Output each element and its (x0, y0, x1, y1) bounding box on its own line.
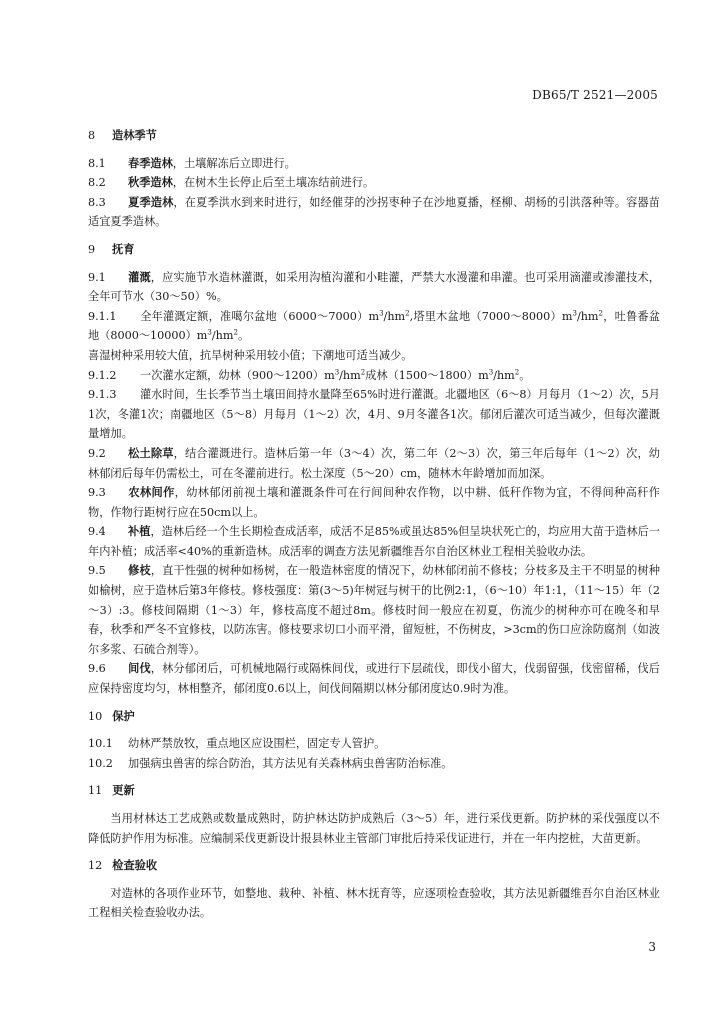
section-11-body: 当用材林达工艺成熟或数量成熟时，防护林达防护成熟后（3～5）年，进行采伐更新。防护林的采伐强度以不降低防护作用为标准。应编制采伐更新设计报县林业主管部门审批后持采伐证进行，并在一年内挖桩，大苗更新。 (88, 812, 660, 845)
section-heading-9: 9 抚育 (88, 241, 135, 256)
standard-number: DB65/T 2521—2005 (532, 88, 658, 102)
clause-9-3: 9.3 农林间作，幼林郁闭前视土壤和灌溉条件可在行间间种农作物，以中耕、低秆作物为宜，不得间种高秆作物，作物行距树行应在50cm以上。 (88, 485, 660, 519)
clause-10-2: 10.2 加强病虫兽害的综合防治，其方法见有关森林病虫兽害防治标准。 (88, 756, 453, 770)
clause-8-1: 8.1 春季造林，土壤解冻后立即进行。 (88, 155, 296, 170)
section-heading-11: 11 更新 (88, 783, 135, 798)
clause-8-3: 8.3 夏季造林，在夏季洪水到来时进行，如经催芽的沙拐枣种子在沙地夏播，柽柳、胡杨的引洪落种等。容器苗适宜夏季造林。 (88, 194, 660, 229)
section-heading-12: 12 检查验收 (88, 858, 158, 873)
clause-8-2: 8.2 秋季造林，在树木生长停止后至土壤冻结前进行。 (88, 175, 375, 190)
section-heading-8: 8 造林季节 (88, 128, 157, 142)
clause-9-6: 9.6 间伐，林分郁闭后，可机械地隔行或隔株间伐，或进行下层疏伐，即伐小留大，伐弱留强，伐密留稀，伐后应保持密度均匀，林相整齐，郁闭度0.6以上，间伐间隔期以林分郁闭度达0.9时为准。 (88, 661, 660, 696)
clause-9-2: 9.2 松土除草，结合灌溉进行。造林后第一年（3～4）次，第二年（2～3）次，第三年后每年（1～2）次，幼林郁闭后每年仍需松土，可在冬灌前进行。松土深度（5～20）cm，随林木年龄增加而加深。 (88, 445, 660, 480)
clause-9-4: 9.4 补植，造林后经一个生长期检查成活率，成活不足85%或虽达85%但呈块状死亡的，均应用大苗于造林后一年内补植；成活率<40%的重新造林。成活率的调查方法见新疆维吾尔自治区林业工程相关验收办法。 (88, 524, 660, 558)
clause-9-5: 9.5 修枝，直干性强的树种如杨树，在一般造林密度的情况下，幼林郁闭前不修枝；分枝多及主干不明显的树种如榆树，应于造林后第3年修枝。修枝强度：第(3～5)年树冠与树干的比例2:1，（6～10）年1:1，（11～15）年（2～3）:3。修枝间隔期（1～3）年，修枝高度不超过8m。修枝时间一般应在初夏，伤流少的树种亦可在晚冬和早春，秋季和严冬不宜修枝，以防冻害。修枝要求切口小而平滑，留短桩，不伤树皮，>3cm的伤口应涂防腐剂（如波尔多浆、石硫合剂等）。 (88, 563, 660, 656)
section-heading-10: 10 保护 (88, 708, 135, 723)
page-number: 3 (648, 940, 656, 954)
clause-9-1-3: 9.1.3 灌水时间，生长季节当土壤田间持水量降至65%时进行灌溉。北疆地区（6～8）月每月（1～2）次，5月1次，冬灌1次；南疆地区（5～8）月每月（1～2）次，4月、9月冬灌各1次。郁闭后灌次可适当减少，但每次灌溉量增加。 (88, 388, 660, 441)
clause-9-1-1: 9.1.1 全年灌溉定额，准噶尔盆地$(6000\sim 7000)m^3/hm^2$,塔里木盆地$(7000\sim 8000)m^3/hm^2$，吐鲁番盆地$(8000\sim 10000)m^3/hm^2$。 (88, 309, 660, 343)
clause-9-1-1-note: 喜湿树种采用较大值，抗旱树种采用较小值；下潮地可适当减少。 (88, 348, 413, 362)
clause-9-1-2: 9.1.2 一次灌水定额，幼林$(900\sim 1200)m^3/hm^2$成林$(1500\sim 1800)m^3/hm^2$。 (88, 367, 531, 382)
clause-10-1: 10.1 幼林严禁放牧，重点地区应设围栏，固定专人管护。 (88, 737, 386, 751)
clause-9-1: 9.1 灌溉，应实施节水造林灌溉，如采用沟植沟灌和小畦灌，严禁大水漫灌和串灌。也可采用滴灌或渗灌技术，全年可节水（30～50）%。 (88, 269, 660, 304)
document-body (88, 126, 660, 923)
section-12-body: 对造林的各项作业环节，如整地、栽种、补植、林木抚育等，应逐项检查验收，其方法见新疆维吾尔自治区林业工程相关检查验收办法。 (88, 886, 660, 920)
